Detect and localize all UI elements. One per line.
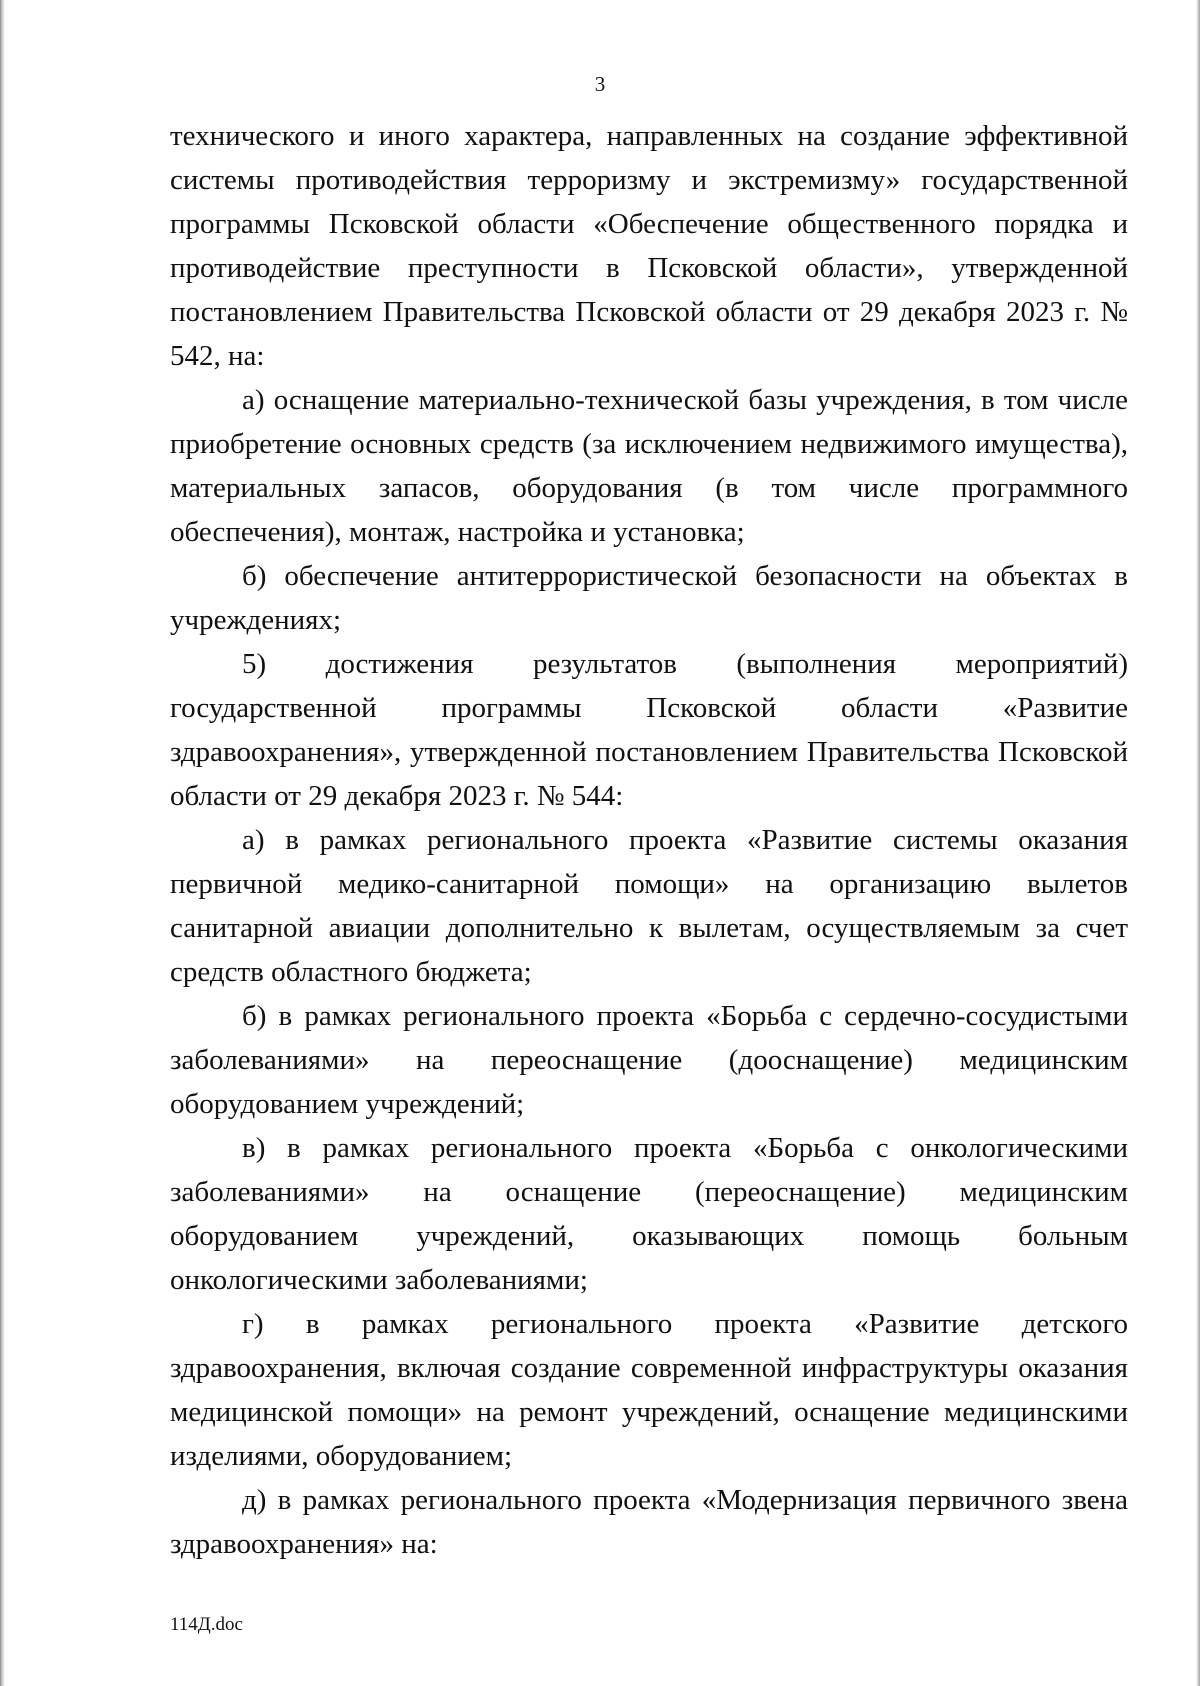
paragraph-item-a-equipment: а) оснащение материально-технической базы учреждения, в том числе приобретение основных средств (за исключением недвижимого имущества), материальных запасов, оборудования (в том числе программного обеспечения), монтаж, настройка и установка; [170,384,1128,548]
scan-edge-left [0,0,5,1686]
scan-edge-right [1196,0,1200,1686]
paragraph-item-v-oncology: в) в рамках регионального проекта «Борьба с онкологическими заболеваниями» на оснащение (переоснащение) медицинским оборудованием учреждений, оказывающих помощь больным онкологическими заболеваниями; [170,1132,1128,1296]
document-body [170,114,1128,1566]
footer-filename: 114Д.doc [170,1614,243,1635]
paragraph-item-a-sanitary-aviation: а) в рамках регионального проекта «Развитие системы оказания первичной медико-санитарной помощи» на организацию вылетов санитарной авиации дополнительно к вылетам, осуществляемым за счет средств областного бюджета; [170,824,1128,988]
paragraph-item-g-child-healthcare: г) в рамках регионального проекта «Развитие детского здравоохранения, включая создание современной инфраструктуры оказания медицинской помощи» на ремонт учреждений, оснащение медицинскими изделиями, оборудованием; [170,1308,1128,1472]
page-number: 3 [594,72,606,96]
paragraph-item-b-security: б) обеспечение антитеррористической безопасности на объектах в учреждениях; [170,560,1128,636]
paragraph-continuation: технического и иного характера, направленных на создание эффективной системы противодействия терроризму и экстремизму» государственной программы Псковской области «Обеспечение общественного порядка и противодействие преступности в Псковской области», утвержденной постановлением Правительства Псковской области от 29 декабря 2023 г. № 542, на: [170,120,1128,372]
paragraph-item-b-cardiovascular: б) в рамках регионального проекта «Борьба с сердечно-сосудистыми заболеваниями» на переоснащение (дооснащение) медицинским оборудованием учреждений; [170,1000,1128,1120]
paragraph-item-5-healthcare-program: 5) достижения результатов (выполнения мероприятий) государственной программы Псковской области «Развитие здравоохранения», утвержденной постановлением Правительства Псковской области от 29 декабря 2023 г. № 544: [170,648,1128,812]
paragraph-item-d-primary-care: д) в рамках регионального проекта «Модернизация первичного звена здравоохранения» на: [170,1484,1128,1560]
